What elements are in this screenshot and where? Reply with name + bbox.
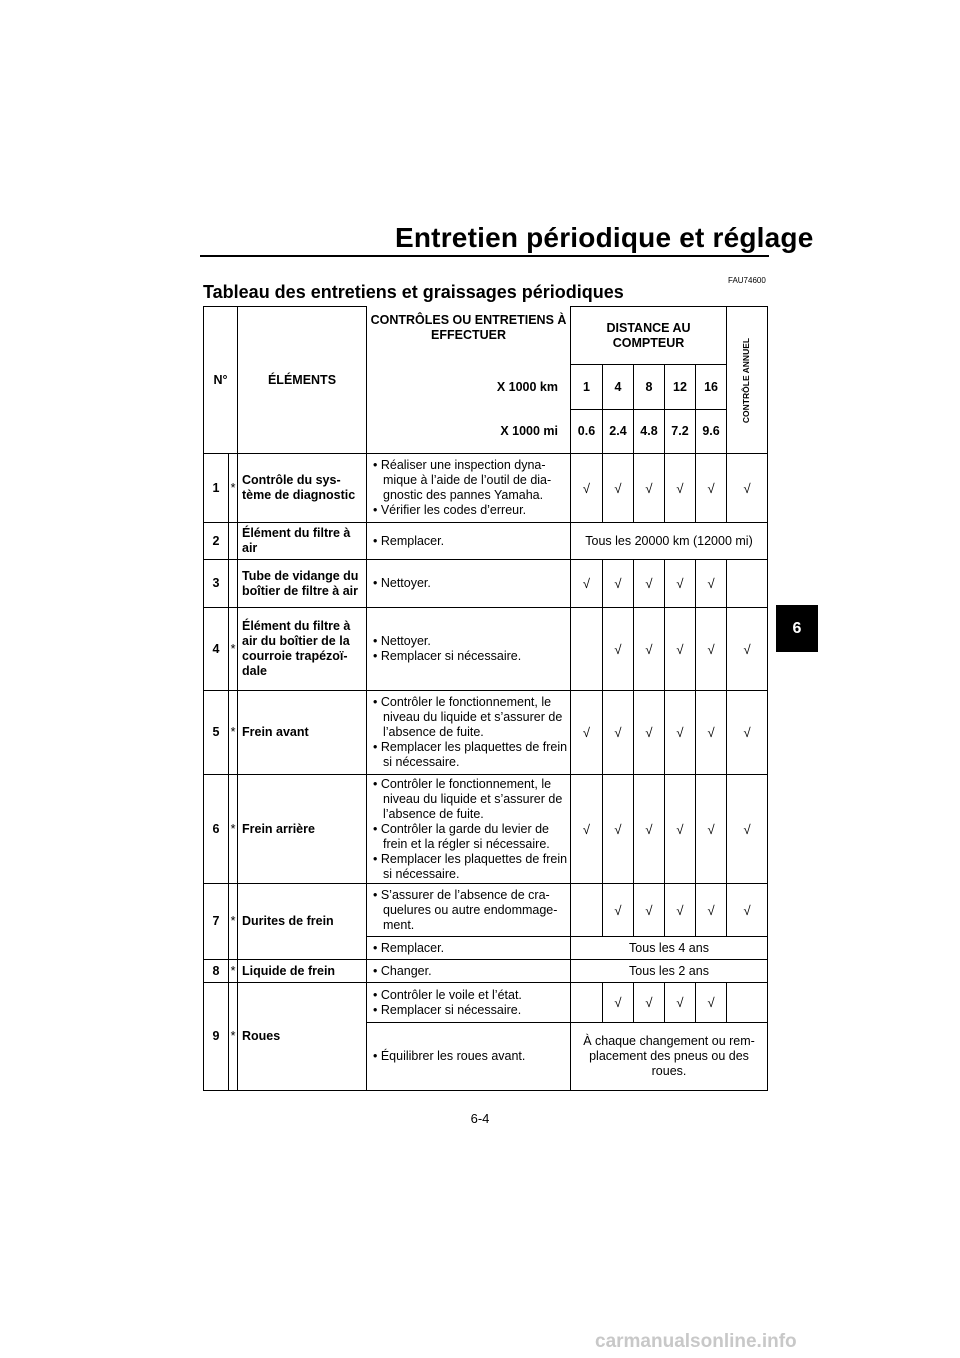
maintenance-table	[203, 306, 768, 1091]
check-mark: √	[696, 608, 727, 691]
check-mark: √	[696, 454, 727, 523]
footer-watermark: carmanualsonline.info	[595, 1331, 797, 1352]
title-rule	[200, 255, 769, 257]
check-mark: √	[665, 608, 696, 691]
row-actions: • Contrôler le fonctionnement, le niveau du liquide et s’assurer de l’absence de fuite. • Remplacer les plaquettes de frein si nécessaire.	[367, 691, 571, 775]
chapter-tab: 6	[776, 605, 818, 652]
check-mark: √	[665, 884, 696, 937]
row-number: 4	[204, 608, 229, 691]
row-element: Tube de vidange du boîtier de filtre à air	[238, 560, 367, 608]
check-mark: √	[634, 560, 665, 608]
row-actions: • Contrôler le voile et l’état. • Remplacer si nécessaire.	[367, 983, 571, 1023]
km-value: 16	[696, 365, 727, 410]
km-value: 4	[603, 365, 634, 410]
check-mark: √	[603, 884, 634, 937]
mi-value: 0.6	[571, 410, 603, 454]
km-value: 8	[634, 365, 665, 410]
row-star	[229, 560, 238, 608]
row-number: 2	[204, 523, 229, 560]
row-number: 3	[204, 560, 229, 608]
row-number: 5	[204, 691, 229, 775]
table-row	[204, 454, 768, 523]
row-star	[229, 523, 238, 560]
check-mark: √	[571, 560, 603, 608]
header-annual: CONTRÔLE ANNUEL	[727, 307, 768, 454]
check-mark: √	[571, 454, 603, 523]
row-number: 6	[204, 775, 229, 884]
table-row	[204, 691, 768, 775]
check-mark: √	[603, 691, 634, 775]
check-mark: √	[603, 775, 634, 884]
mi-value: 9.6	[696, 410, 727, 454]
table-row	[204, 560, 768, 608]
row-star: *	[229, 691, 238, 775]
row-actions: • Contrôler le fonctionnement, le niveau du liquide et s’assurer de l’absence de fuite. • Contrôler la garde du levier de frein et la régler si nécessaire. • Remplacer les plaquettes de frein si nécessaire.	[367, 775, 571, 884]
row-actions: • Changer.	[367, 960, 571, 983]
check-mark: √	[727, 454, 768, 523]
row-star: *	[229, 454, 238, 523]
row-element: Liquide de frein	[238, 960, 367, 983]
section-title: Tableau des entretiens et graissages périodiques	[203, 282, 624, 302]
check-mark: √	[727, 691, 768, 775]
row-actions: • Remplacer.	[367, 523, 571, 560]
table-row	[204, 884, 768, 937]
empty-cell	[727, 560, 768, 608]
check-mark: √	[696, 884, 727, 937]
check-mark: √	[665, 560, 696, 608]
interval-span: Tous les 4 ans	[571, 937, 768, 960]
km-value: 12	[665, 365, 696, 410]
check-mark: √	[634, 608, 665, 691]
check-mark: √	[696, 691, 727, 775]
row-element: Frein avant	[238, 691, 367, 775]
table-row	[204, 608, 768, 691]
check-mark: √	[603, 983, 634, 1023]
check-mark: √	[571, 691, 603, 775]
empty-cell	[727, 983, 768, 1023]
row-number: 9	[204, 983, 229, 1091]
check-mark: √	[571, 775, 603, 884]
check-mark: √	[665, 454, 696, 523]
empty-cell	[571, 983, 603, 1023]
row-actions: • Réaliser une inspection dyna-mique à l’aide de l’outil de dia-gnostic des pannes Yamaha. • Vérifier les codes d’erreur.	[367, 454, 571, 523]
row-star: *	[229, 608, 238, 691]
empty-cell	[571, 884, 603, 937]
check-mark: √	[665, 691, 696, 775]
check-mark: √	[603, 608, 634, 691]
header-x-km: X 1000 km	[367, 365, 571, 410]
row-star: *	[229, 960, 238, 983]
page-number: 6-4	[470, 1111, 490, 1126]
row-number: 7	[204, 884, 229, 960]
row-sub-actions: • Remplacer.	[367, 937, 571, 960]
check-mark: √	[603, 454, 634, 523]
row-actions: • Nettoyer. • Remplacer si nécessaire.	[367, 608, 571, 691]
check-mark: √	[665, 775, 696, 884]
table-row	[204, 983, 768, 1023]
check-mark: √	[634, 454, 665, 523]
interval-span: Tous les 20000 km (12000 mi)	[571, 523, 768, 560]
row-number: 8	[204, 960, 229, 983]
row-sub-actions: • Équilibrer les roues avant.	[367, 1023, 571, 1091]
interval-span: À chaque changement ou rem-placement des pneus ou des roues.	[571, 1023, 768, 1091]
check-mark: √	[665, 983, 696, 1023]
check-mark: √	[727, 775, 768, 884]
table-row	[204, 960, 768, 983]
row-actions: • Nettoyer.	[367, 560, 571, 608]
row-star: *	[229, 884, 238, 960]
check-mark: √	[727, 608, 768, 691]
check-mark: √	[696, 560, 727, 608]
row-element: Frein arrière	[238, 775, 367, 884]
check-mark: √	[634, 775, 665, 884]
check-mark: √	[727, 884, 768, 937]
mi-value: 2.4	[603, 410, 634, 454]
page-title: Entretien périodique et réglage	[395, 222, 814, 253]
check-mark: √	[634, 983, 665, 1023]
check-mark: √	[696, 775, 727, 884]
row-number: 1	[204, 454, 229, 523]
header-distance: DISTANCE AU COMPTEUR	[571, 307, 727, 365]
row-star: *	[229, 775, 238, 884]
header-x-mi: X 1000 mi	[367, 410, 571, 454]
table-row	[204, 523, 768, 560]
row-element: Durites de frein	[238, 884, 367, 960]
header-checks: CONTRÔLES OU ENTRETIENS À EFFECTUER	[367, 307, 571, 365]
row-star: *	[229, 983, 238, 1091]
check-mark: √	[696, 983, 727, 1023]
section-code: FAU74600	[728, 276, 766, 285]
mi-value: 4.8	[634, 410, 665, 454]
check-mark: √	[603, 560, 634, 608]
row-element: Contrôle du sys-tème de diagnostic	[238, 454, 367, 523]
header-elements: ÉLÉMENTS	[238, 307, 367, 454]
check-mark: √	[634, 884, 665, 937]
header-no: N°	[204, 307, 238, 454]
km-value: 1	[571, 365, 603, 410]
check-mark: √	[634, 691, 665, 775]
row-actions: • S’assurer de l’absence de cra-quelures ou autre endommage-ment.	[367, 884, 571, 937]
empty-cell	[571, 608, 603, 691]
interval-span: Tous les 2 ans	[571, 960, 768, 983]
mi-value: 7.2	[665, 410, 696, 454]
row-element: Roues	[238, 983, 367, 1091]
row-element: Élément du filtre à air	[238, 523, 367, 560]
row-element: Élément du filtre à air du boîtier de la courroie trapézoï-dale	[238, 608, 367, 691]
table-row	[204, 775, 768, 884]
